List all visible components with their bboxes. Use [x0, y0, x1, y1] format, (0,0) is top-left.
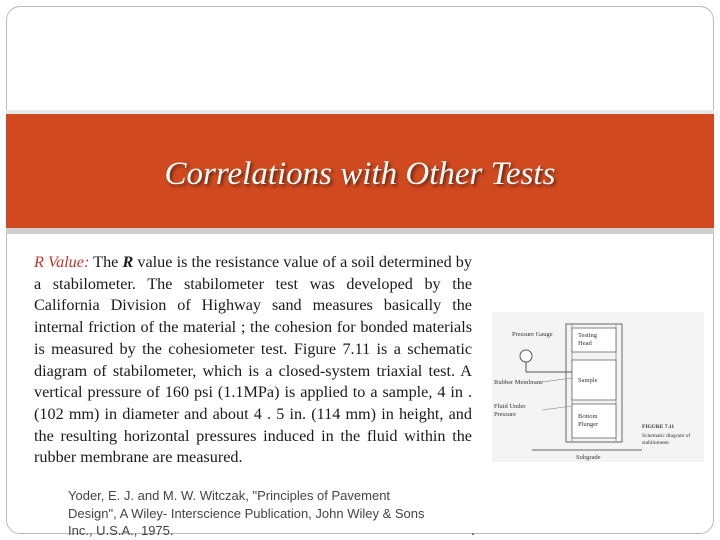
label-bottom-1: Bottom — [578, 413, 598, 420]
body-pre: The — [89, 253, 123, 271]
slide-title: Correlations with Other Tests — [164, 156, 556, 192]
label-fluid-2: Pressure — [494, 411, 517, 418]
footer-dot: . — [471, 522, 475, 538]
pressure-gauge-dial — [520, 350, 532, 362]
label-testing-2: Head — [578, 340, 592, 347]
label-sample: Sample — [578, 377, 598, 384]
r-letter: R — [122, 253, 134, 271]
label-rubber-membrane: Rubber Membrane — [494, 379, 543, 386]
citation: Yoder, E. J. and M. W. Witczak, "Principles of Pavement Design", A Wiley- Interscience Publication, John Wiley & Sons Inc., U.S.A., 1975. — [68, 488, 425, 537]
figure-caption-1: Schematic diagram of — [642, 433, 691, 439]
figure-caption-2: stabilometer — [642, 440, 670, 446]
stabilometer-figure — [492, 312, 704, 462]
figure-number: FIGURE 7.11 — [642, 424, 675, 430]
label-fluid-1: Fluid Under — [494, 403, 526, 410]
label-pressure-gauge: Pressure Gauge — [512, 331, 553, 338]
body-paragraph — [34, 252, 472, 469]
label-bottom-2: Plunger — [578, 421, 599, 428]
label-testing-1: Testing — [578, 332, 598, 339]
label-subgrade: Subgrade — [576, 454, 601, 461]
r-value-label: R Value: — [34, 253, 90, 271]
body-text: value is the resistance value of a soil determined by a stabilometer. The stabilometer test was developed by the California Division of Highway sand measures basically the internal friction of the material ; the cohesion for bonded materials is measured by the cohesiometer test. Figure 7.11 is a schematic diagram of stabilometer, which is a closed-system triaxial test. A vertical pressure of 160 psi (1.1MPa) is applied to a sample, 4 in . (102 mm) in diameter and about 4 . 5 in. (114 mm) in height, and the resulting horizontal pressures induced in the fluid within the rubber membrane are measured. — [34, 253, 472, 467]
